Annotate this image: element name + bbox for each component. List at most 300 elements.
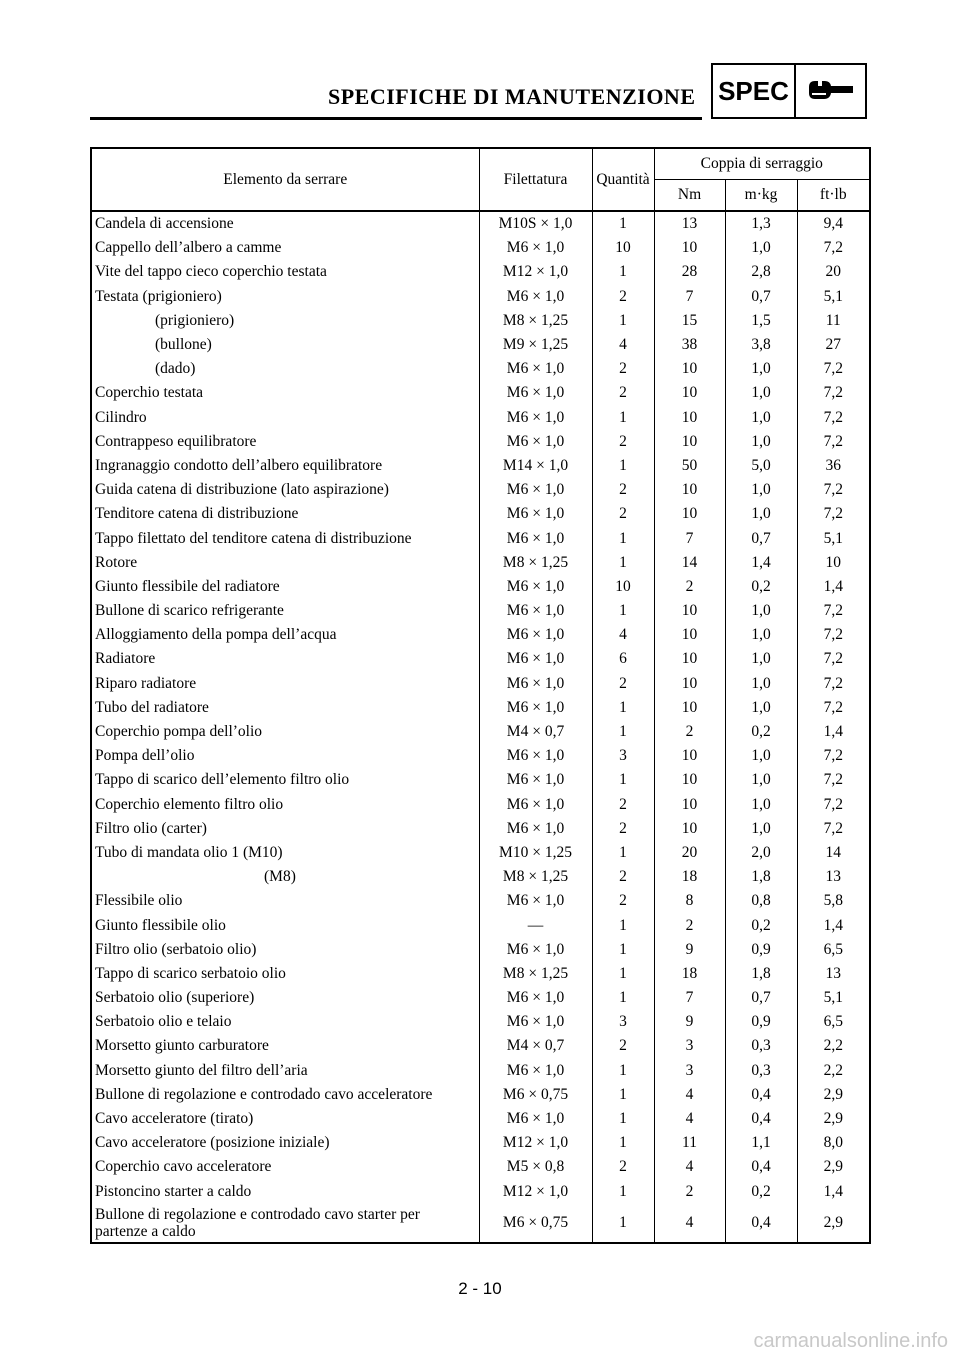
cell-thread: M6 × 1,0 bbox=[479, 599, 592, 623]
cell-nm: 8 bbox=[654, 889, 725, 913]
cell-element: Cavo acceleratore (posizione iniziale) bbox=[91, 1131, 479, 1155]
cell-nm: 38 bbox=[654, 333, 725, 357]
cell-mkg: 2,8 bbox=[725, 260, 797, 284]
cell-mkg: 0,4 bbox=[725, 1107, 797, 1131]
cell-mkg: 0,2 bbox=[725, 575, 797, 599]
cell-quantity: 2 bbox=[592, 889, 654, 913]
cell-quantity: 1 bbox=[592, 309, 654, 333]
cell-ftlb: 27 bbox=[797, 333, 870, 357]
cell-element: Giunto flessibile olio bbox=[91, 913, 479, 937]
cell-nm: 10 bbox=[654, 696, 725, 720]
cell-nm: 3 bbox=[654, 1059, 725, 1083]
header-ftlb: ft·lb bbox=[797, 180, 870, 212]
cell-element: Tappo di scarico dell’elemento filtro olio bbox=[91, 768, 479, 792]
cell-ftlb: 2,2 bbox=[797, 1059, 870, 1083]
cell-element: Testata (prigioniero) bbox=[91, 285, 479, 309]
cell-thread: M10 × 1,25 bbox=[479, 841, 592, 865]
cell-quantity: 1 bbox=[592, 962, 654, 986]
cell-quantity: 1 bbox=[592, 1059, 654, 1083]
table-row bbox=[91, 285, 870, 309]
cell-element: Filtro olio (serbatoio olio) bbox=[91, 938, 479, 962]
cell-nm: 2 bbox=[654, 720, 725, 744]
cell-element: Radiatore bbox=[91, 647, 479, 671]
cell-nm: 10 bbox=[654, 768, 725, 792]
cell-quantity: 2 bbox=[592, 478, 654, 502]
cell-ftlb: 5,8 bbox=[797, 889, 870, 913]
cell-quantity: 1 bbox=[592, 841, 654, 865]
table-row bbox=[91, 841, 870, 865]
table-row bbox=[91, 599, 870, 623]
cell-element: Riparo radiatore bbox=[91, 672, 479, 696]
cell-thread: M6 × 1,0 bbox=[479, 647, 592, 671]
cell-element: Guida catena di distribuzione (lato aspirazione) bbox=[91, 478, 479, 502]
cell-quantity: 1 bbox=[592, 986, 654, 1010]
page-number: 2 - 10 bbox=[458, 1279, 502, 1298]
cell-ftlb: 7,2 bbox=[797, 478, 870, 502]
cell-thread: M4 × 0,7 bbox=[479, 1034, 592, 1058]
table-row bbox=[91, 502, 870, 526]
cell-mkg: 3,8 bbox=[725, 333, 797, 357]
cell-nm: 13 bbox=[654, 211, 725, 236]
cell-ftlb: 13 bbox=[797, 865, 870, 889]
cell-quantity: 2 bbox=[592, 285, 654, 309]
table-row bbox=[91, 526, 870, 550]
cell-thread: M9 × 1,25 bbox=[479, 333, 592, 357]
cell-mkg: 1,1 bbox=[725, 1131, 797, 1155]
cell-ftlb: 11 bbox=[797, 309, 870, 333]
cell-mkg: 1,3 bbox=[725, 211, 797, 236]
cell-thread: M6 × 1,0 bbox=[479, 986, 592, 1010]
table-row bbox=[91, 333, 870, 357]
cell-quantity: 2 bbox=[592, 381, 654, 405]
cell-mkg: 0,7 bbox=[725, 986, 797, 1010]
cell-nm: 10 bbox=[654, 357, 725, 381]
cell-mkg: 0,4 bbox=[725, 1204, 797, 1243]
page-title: SPECIFICHE DI MANUTENZIONE bbox=[328, 84, 696, 109]
table-row bbox=[91, 454, 870, 478]
table-row bbox=[91, 672, 870, 696]
cell-nm: 10 bbox=[654, 381, 725, 405]
cell-element: Morsetto giunto del filtro dell’aria bbox=[91, 1059, 479, 1083]
cell-element: Rotore bbox=[91, 551, 479, 575]
cell-nm: 18 bbox=[654, 865, 725, 889]
cell-element: Cappello dell’albero a camme bbox=[91, 236, 479, 260]
cell-element: Coperchio cavo acceleratore bbox=[91, 1155, 479, 1179]
cell-ftlb: 10 bbox=[797, 551, 870, 575]
table-row bbox=[91, 551, 870, 575]
cell-quantity: 10 bbox=[592, 575, 654, 599]
table-row bbox=[91, 430, 870, 454]
cell-nm: 11 bbox=[654, 1131, 725, 1155]
cell-element: Serbatoio olio (superiore) bbox=[91, 986, 479, 1010]
cell-nm: 7 bbox=[654, 285, 725, 309]
table-row bbox=[91, 696, 870, 720]
cell-thread: M6 × 1,0 bbox=[479, 1107, 592, 1131]
table-row bbox=[91, 1083, 870, 1107]
cell-nm: 9 bbox=[654, 1010, 725, 1034]
cell-nm: 4 bbox=[654, 1204, 725, 1243]
cell-mkg: 0,4 bbox=[725, 1083, 797, 1107]
cell-element: (bullone) bbox=[91, 333, 479, 357]
table-row bbox=[91, 623, 870, 647]
cell-thread: M6 × 1,0 bbox=[479, 623, 592, 647]
cell-element: Giunto flessibile del radiatore bbox=[91, 575, 479, 599]
cell-quantity: 1 bbox=[592, 1131, 654, 1155]
cell-nm: 28 bbox=[654, 260, 725, 284]
cell-ftlb: 2,9 bbox=[797, 1155, 870, 1179]
cell-quantity: 1 bbox=[592, 1083, 654, 1107]
cell-mkg: 1,0 bbox=[725, 744, 797, 768]
table-row bbox=[91, 793, 870, 817]
cell-nm: 10 bbox=[654, 744, 725, 768]
table-row bbox=[91, 575, 870, 599]
header-thread: Filettatura bbox=[479, 148, 592, 211]
table-row bbox=[91, 1180, 870, 1204]
cell-mkg: 0,9 bbox=[725, 1010, 797, 1034]
table-row bbox=[91, 1204, 870, 1243]
cell-mkg: 5,0 bbox=[725, 454, 797, 478]
cell-quantity: 2 bbox=[592, 502, 654, 526]
cell-quantity: 2 bbox=[592, 430, 654, 454]
cell-ftlb: 13 bbox=[797, 962, 870, 986]
cell-ftlb: 7,2 bbox=[797, 502, 870, 526]
cell-ftlb: 9,4 bbox=[797, 211, 870, 236]
cell-element: Serbatoio olio e telaio bbox=[91, 1010, 479, 1034]
cell-mkg: 1,5 bbox=[725, 309, 797, 333]
table-row bbox=[91, 962, 870, 986]
cell-mkg: 0,9 bbox=[725, 938, 797, 962]
cell-quantity: 1 bbox=[592, 454, 654, 478]
cell-quantity: 6 bbox=[592, 647, 654, 671]
cell-ftlb: 5,1 bbox=[797, 526, 870, 550]
table-row bbox=[91, 211, 870, 236]
cell-quantity: 1 bbox=[592, 913, 654, 937]
cell-ftlb: 7,2 bbox=[797, 744, 870, 768]
cell-element: Coperchio testata bbox=[91, 381, 479, 405]
cell-mkg: 1,0 bbox=[725, 817, 797, 841]
cell-quantity: 1 bbox=[592, 768, 654, 792]
cell-thread: M6 × 1,0 bbox=[479, 575, 592, 599]
cell-element: Tubo del radiatore bbox=[91, 696, 479, 720]
cell-mkg: 0,2 bbox=[725, 1180, 797, 1204]
cell-thread: — bbox=[479, 913, 592, 937]
cell-ftlb: 2,9 bbox=[797, 1204, 870, 1243]
cell-thread: M6 × 0,75 bbox=[479, 1204, 592, 1243]
cell-element: Tappo filettato del tenditore catena di distribuzione bbox=[91, 526, 479, 550]
cell-element: (prigioniero) bbox=[91, 309, 479, 333]
cell-ftlb: 2,9 bbox=[797, 1083, 870, 1107]
cell-thread: M10S × 1,0 bbox=[479, 211, 592, 236]
cell-ftlb: 1,4 bbox=[797, 575, 870, 599]
cell-thread: M8 × 1,25 bbox=[479, 551, 592, 575]
cell-thread: M6 × 1,0 bbox=[479, 696, 592, 720]
cell-nm: 2 bbox=[654, 913, 725, 937]
header-quantity: Quantità bbox=[592, 148, 654, 211]
cell-nm: 10 bbox=[654, 672, 725, 696]
cell-element: Filtro olio (carter) bbox=[91, 817, 479, 841]
cell-nm: 7 bbox=[654, 526, 725, 550]
cell-thread: M6 × 1,0 bbox=[479, 817, 592, 841]
cell-mkg: 0,8 bbox=[725, 889, 797, 913]
cell-thread: M6 × 1,0 bbox=[479, 672, 592, 696]
header-rule bbox=[90, 117, 702, 120]
cell-element: Morsetto giunto carburatore bbox=[91, 1034, 479, 1058]
table-row bbox=[91, 744, 870, 768]
cell-nm: 18 bbox=[654, 962, 725, 986]
cell-ftlb: 7,2 bbox=[797, 647, 870, 671]
cell-mkg: 0,3 bbox=[725, 1034, 797, 1058]
table-row bbox=[91, 1107, 870, 1131]
cell-quantity: 10 bbox=[592, 236, 654, 260]
cell-thread: M6 × 1,0 bbox=[479, 381, 592, 405]
cell-nm: 7 bbox=[654, 986, 725, 1010]
cell-quantity: 2 bbox=[592, 817, 654, 841]
cell-nm: 10 bbox=[654, 478, 725, 502]
cell-nm: 10 bbox=[654, 599, 725, 623]
cell-mkg: 1,4 bbox=[725, 551, 797, 575]
cell-ftlb: 20 bbox=[797, 260, 870, 284]
cell-thread: M5 × 0,8 bbox=[479, 1155, 592, 1179]
table-row bbox=[91, 406, 870, 430]
header-nm: Nm bbox=[654, 180, 725, 212]
cell-ftlb: 5,1 bbox=[797, 986, 870, 1010]
table-row bbox=[91, 913, 870, 937]
cell-mkg: 0,7 bbox=[725, 526, 797, 550]
cell-thread: M6 × 0,75 bbox=[479, 1083, 592, 1107]
cell-nm: 14 bbox=[654, 551, 725, 575]
table-row bbox=[91, 1010, 870, 1034]
cell-ftlb: 2,2 bbox=[797, 1034, 870, 1058]
table-row bbox=[91, 260, 870, 284]
cell-thread: M6 × 1,0 bbox=[479, 430, 592, 454]
cell-thread: M6 × 1,0 bbox=[479, 478, 592, 502]
cell-element: Ingranaggio condotto dell’albero equilibratore bbox=[91, 454, 479, 478]
table-row bbox=[91, 1034, 870, 1058]
cell-ftlb: 5,1 bbox=[797, 285, 870, 309]
cell-thread: M6 × 1,0 bbox=[479, 406, 592, 430]
cell-element: Alloggiamento della pompa dell’acqua bbox=[91, 623, 479, 647]
cell-nm: 3 bbox=[654, 1034, 725, 1058]
table-row bbox=[91, 768, 870, 792]
table-row bbox=[91, 647, 870, 671]
spec-badge bbox=[711, 63, 867, 119]
table-row bbox=[91, 986, 870, 1010]
cell-ftlb: 2,9 bbox=[797, 1107, 870, 1131]
cell-quantity: 1 bbox=[592, 551, 654, 575]
cell-mkg: 1,0 bbox=[725, 599, 797, 623]
cell-mkg: 1,0 bbox=[725, 696, 797, 720]
cell-thread: M6 × 1,0 bbox=[479, 357, 592, 381]
cell-nm: 10 bbox=[654, 623, 725, 647]
cell-mkg: 0,2 bbox=[725, 913, 797, 937]
cell-quantity: 1 bbox=[592, 526, 654, 550]
cell-nm: 10 bbox=[654, 793, 725, 817]
cell-element: Tappo di scarico serbatoio olio bbox=[91, 962, 479, 986]
cell-nm: 10 bbox=[654, 406, 725, 430]
cell-element: Pistoncino starter a caldo bbox=[91, 1180, 479, 1204]
cell-quantity: 1 bbox=[592, 260, 654, 284]
cell-thread: M4 × 0,7 bbox=[479, 720, 592, 744]
cell-ftlb: 7,2 bbox=[797, 817, 870, 841]
cell-nm: 10 bbox=[654, 817, 725, 841]
cell-nm: 9 bbox=[654, 938, 725, 962]
cell-ftlb: 7,2 bbox=[797, 793, 870, 817]
cell-ftlb: 7,2 bbox=[797, 357, 870, 381]
cell-element: Cavo acceleratore (tirato) bbox=[91, 1107, 479, 1131]
cell-element: Vite del tappo cieco coperchio testata bbox=[91, 260, 479, 284]
cell-ftlb: 1,4 bbox=[797, 720, 870, 744]
cell-element: Coperchio elemento filtro olio bbox=[91, 793, 479, 817]
cell-ftlb: 1,4 bbox=[797, 913, 870, 937]
cell-quantity: 1 bbox=[592, 1204, 654, 1243]
table-row bbox=[91, 1155, 870, 1179]
cell-ftlb: 7,2 bbox=[797, 381, 870, 405]
cell-nm: 10 bbox=[654, 236, 725, 260]
wrench-icon bbox=[796, 65, 865, 117]
cell-nm: 20 bbox=[654, 841, 725, 865]
cell-element: Contrappeso equilibratore bbox=[91, 430, 479, 454]
cell-mkg: 1,0 bbox=[725, 672, 797, 696]
cell-quantity: 2 bbox=[592, 1034, 654, 1058]
cell-ftlb: 8,0 bbox=[797, 1131, 870, 1155]
table-row bbox=[91, 1131, 870, 1155]
table-row bbox=[91, 478, 870, 502]
cell-thread: M6 × 1,0 bbox=[479, 1059, 592, 1083]
cell-thread: M12 × 1,0 bbox=[479, 1180, 592, 1204]
cell-quantity: 2 bbox=[592, 865, 654, 889]
cell-mkg: 1,0 bbox=[725, 768, 797, 792]
cell-mkg: 0,3 bbox=[725, 1059, 797, 1083]
cell-ftlb: 7,2 bbox=[797, 236, 870, 260]
cell-ftlb: 7,2 bbox=[797, 430, 870, 454]
cell-element: Coperchio pompa dell’olio bbox=[91, 720, 479, 744]
cell-thread: M8 × 1,25 bbox=[479, 865, 592, 889]
cell-mkg: 1,0 bbox=[725, 357, 797, 381]
table-row bbox=[91, 938, 870, 962]
cell-quantity: 2 bbox=[592, 672, 654, 696]
table-row bbox=[91, 865, 870, 889]
cell-quantity: 2 bbox=[592, 357, 654, 381]
table-row bbox=[91, 720, 870, 744]
cell-mkg: 1,0 bbox=[725, 381, 797, 405]
cell-mkg: 1,0 bbox=[725, 430, 797, 454]
cell-mkg: 1,0 bbox=[725, 236, 797, 260]
cell-element: (dado) bbox=[91, 357, 479, 381]
cell-thread: M6 × 1,0 bbox=[479, 793, 592, 817]
cell-element: Tenditore catena di distribuzione bbox=[91, 502, 479, 526]
cell-thread: M6 × 1,0 bbox=[479, 1010, 592, 1034]
cell-element: Bullone di regolazione e controdado cavo acceleratore bbox=[91, 1083, 479, 1107]
cell-quantity: 4 bbox=[592, 333, 654, 357]
cell-thread: M6 × 1,0 bbox=[479, 744, 592, 768]
cell-ftlb: 36 bbox=[797, 454, 870, 478]
cell-thread: M6 × 1,0 bbox=[479, 502, 592, 526]
table-row bbox=[91, 236, 870, 260]
table-row bbox=[91, 381, 870, 405]
cell-nm: 2 bbox=[654, 575, 725, 599]
cell-mkg: 1,8 bbox=[725, 865, 797, 889]
table-row bbox=[91, 309, 870, 333]
cell-ftlb: 7,2 bbox=[797, 623, 870, 647]
cell-mkg: 1,8 bbox=[725, 962, 797, 986]
cell-quantity: 1 bbox=[592, 211, 654, 236]
cell-element: Bullone di regolazione e controdado cavo starter per partenze a caldo bbox=[91, 1204, 479, 1243]
cell-thread: M14 × 1,0 bbox=[479, 454, 592, 478]
cell-mkg: 1,0 bbox=[725, 647, 797, 671]
cell-nm: 4 bbox=[654, 1083, 725, 1107]
cell-thread: M6 × 1,0 bbox=[479, 768, 592, 792]
cell-element: (M8) bbox=[91, 865, 479, 889]
cell-quantity: 1 bbox=[592, 696, 654, 720]
cell-mkg: 1,0 bbox=[725, 478, 797, 502]
spec-badge-label: SPEC bbox=[713, 65, 796, 117]
cell-element: Candela di accensione bbox=[91, 211, 479, 236]
cell-element: Pompa dell’olio bbox=[91, 744, 479, 768]
cell-thread: M6 × 1,0 bbox=[479, 285, 592, 309]
cell-ftlb: 7,2 bbox=[797, 768, 870, 792]
cell-quantity: 2 bbox=[592, 1155, 654, 1179]
cell-nm: 10 bbox=[654, 502, 725, 526]
header-torque: Coppia di serraggio bbox=[654, 148, 870, 180]
cell-nm: 50 bbox=[654, 454, 725, 478]
cell-quantity: 1 bbox=[592, 1180, 654, 1204]
cell-nm: 4 bbox=[654, 1155, 725, 1179]
table-row bbox=[91, 817, 870, 841]
table-row bbox=[91, 889, 870, 913]
cell-ftlb: 7,2 bbox=[797, 406, 870, 430]
cell-thread: M8 × 1,25 bbox=[479, 962, 592, 986]
cell-mkg: 0,2 bbox=[725, 720, 797, 744]
cell-mkg: 0,7 bbox=[725, 285, 797, 309]
cell-ftlb: 7,2 bbox=[797, 672, 870, 696]
cell-element: Cilindro bbox=[91, 406, 479, 430]
cell-element: Bullone di scarico refrigerante bbox=[91, 599, 479, 623]
cell-mkg: 2,0 bbox=[725, 841, 797, 865]
cell-nm: 15 bbox=[654, 309, 725, 333]
cell-nm: 10 bbox=[654, 430, 725, 454]
cell-quantity: 3 bbox=[592, 1010, 654, 1034]
torque-spec-table bbox=[90, 147, 871, 1244]
header-mkg: m·kg bbox=[725, 180, 797, 212]
cell-thread: M12 × 1,0 bbox=[479, 260, 592, 284]
cell-nm: 4 bbox=[654, 1107, 725, 1131]
cell-quantity: 3 bbox=[592, 744, 654, 768]
table-row bbox=[91, 357, 870, 381]
cell-thread: M8 × 1,25 bbox=[479, 309, 592, 333]
cell-thread: M12 × 1,0 bbox=[479, 1131, 592, 1155]
cell-quantity: 1 bbox=[592, 720, 654, 744]
cell-ftlb: 7,2 bbox=[797, 599, 870, 623]
cell-thread: M6 × 1,0 bbox=[479, 236, 592, 260]
cell-quantity: 1 bbox=[592, 938, 654, 962]
cell-ftlb: 6,5 bbox=[797, 938, 870, 962]
cell-thread: M6 × 1,0 bbox=[479, 889, 592, 913]
table-row bbox=[91, 1059, 870, 1083]
header-element: Elemento da serrare bbox=[91, 148, 479, 211]
cell-ftlb: 14 bbox=[797, 841, 870, 865]
cell-quantity: 4 bbox=[592, 623, 654, 647]
cell-ftlb: 1,4 bbox=[797, 1180, 870, 1204]
cell-quantity: 1 bbox=[592, 1107, 654, 1131]
cell-mkg: 1,0 bbox=[725, 623, 797, 647]
cell-thread: M6 × 1,0 bbox=[479, 526, 592, 550]
cell-quantity: 1 bbox=[592, 406, 654, 430]
cell-quantity: 2 bbox=[592, 793, 654, 817]
cell-element: Tubo di mandata olio 1 (M10) bbox=[91, 841, 479, 865]
cell-mkg: 1,0 bbox=[725, 406, 797, 430]
cell-quantity: 1 bbox=[592, 599, 654, 623]
cell-element: Flessibile olio bbox=[91, 889, 479, 913]
